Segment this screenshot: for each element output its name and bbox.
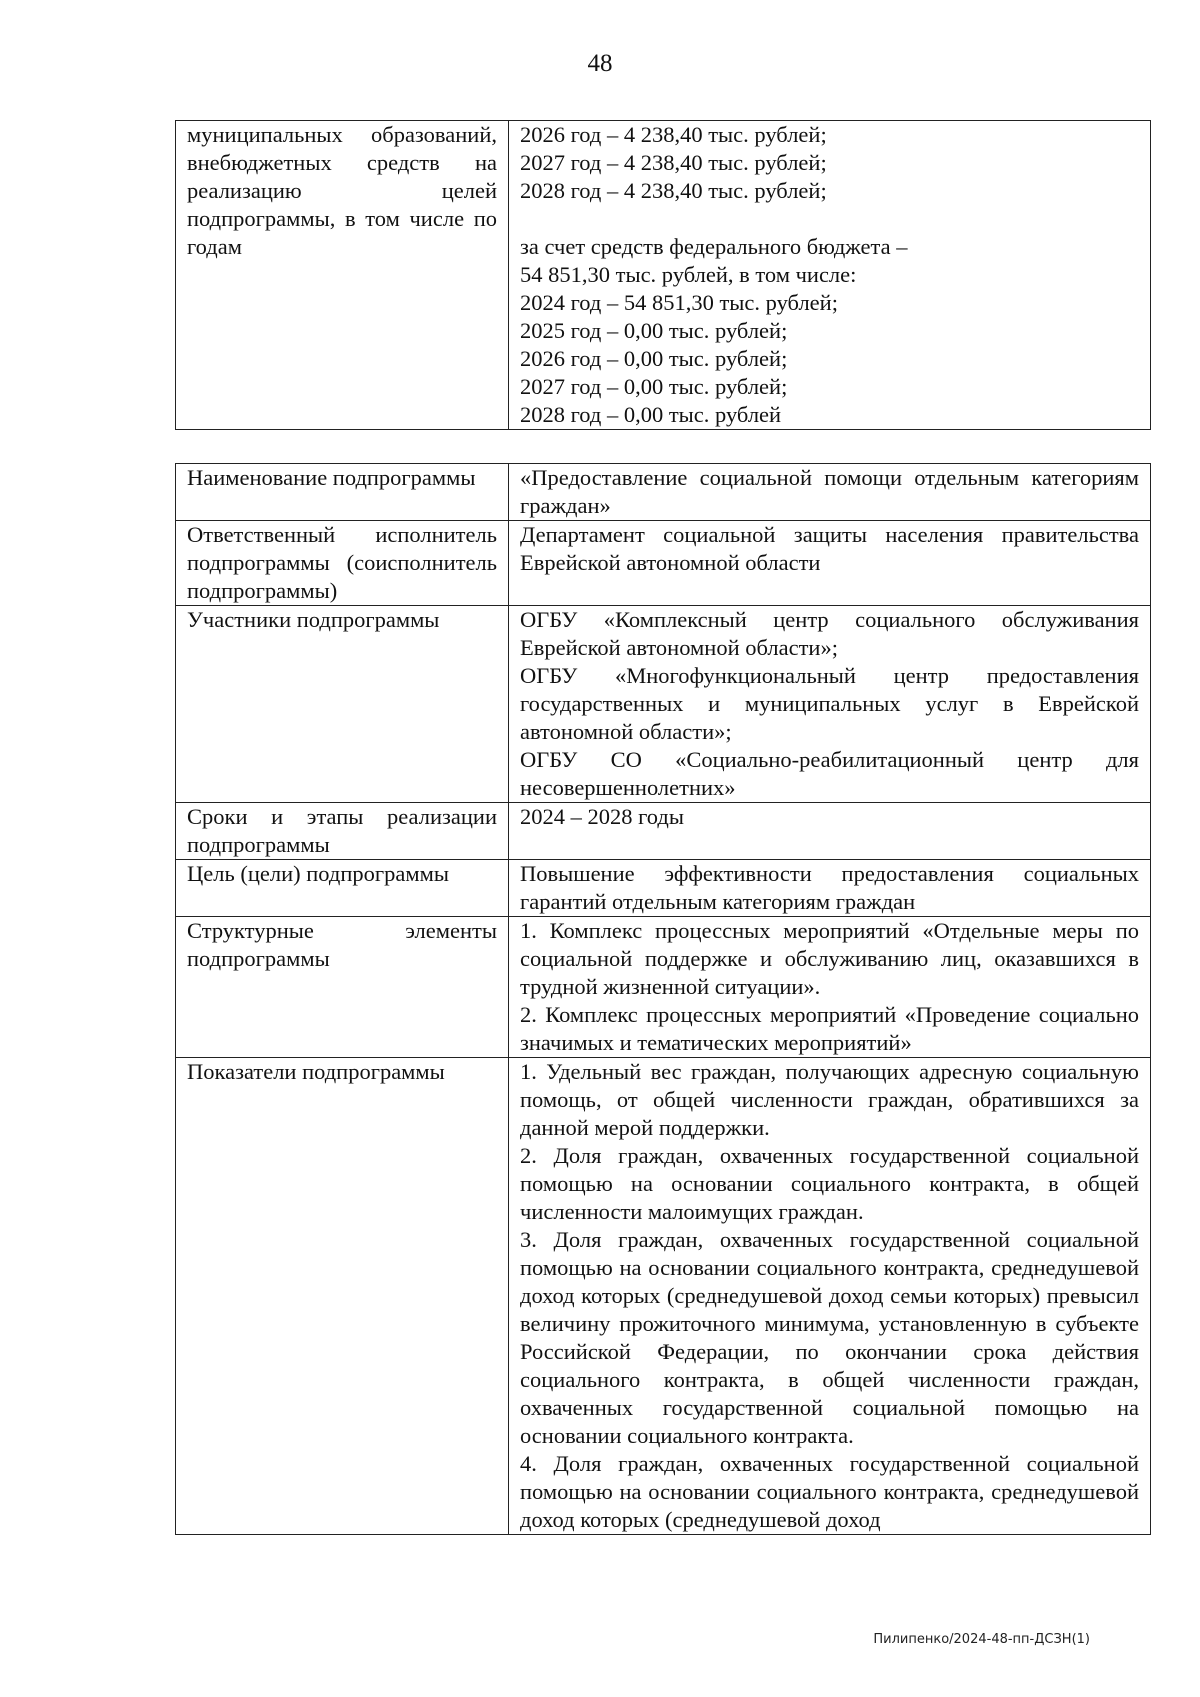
- table-row: [176, 1058, 1151, 1535]
- funding-table: [175, 120, 1151, 430]
- row-paragraph: 2. Доля граждан, охваченных государственной социальной помощью на основании социального контракта, в общей численности малоимущих граждан.: [520, 1143, 1139, 1224]
- row-paragraph: «Предоставление социальной помощи отдельным категориям граждан»: [520, 465, 1139, 518]
- spacer: [520, 205, 1139, 233]
- funding-line: 2024 год – 54 851,30 тыс. рублей;: [520, 290, 838, 315]
- row-value: [509, 606, 1151, 803]
- row-label: Сроки и этапы реализации подпрограммы: [176, 803, 509, 860]
- funding-line: 2027 год – 0,00 тыс. рублей;: [520, 374, 788, 399]
- page-number: 48: [587, 50, 613, 77]
- funding-label: муниципальных образований, внебюджетных средств на реализацию целей подпрограммы, в том числе по годам: [176, 121, 509, 430]
- row-label: Ответственный исполнитель подпрограммы (соисполнитель подпрограммы): [176, 521, 509, 606]
- funding-values: [509, 121, 1151, 430]
- table-row: [176, 121, 1151, 430]
- row-paragraph: 3. Доля граждан, охваченных государственной социальной помощью на основании социального контракта, среднедушевой доход которых (среднедушевой доход семьи которых) превысил величину прожиточного минимума, установленную в субъекте Российской Федерации, по окончании срока действия социального контракта, в общей численности граждан, охваченных государственной социальной помощью на основании социального контракта.: [520, 1227, 1139, 1448]
- table-row: [176, 606, 1151, 803]
- row-paragraph: ОГБУ «Многофункциональный центр предоставления государственных и муниципальных услуг в Еврейской автономной области»;: [520, 663, 1139, 744]
- table-row: [176, 521, 1151, 606]
- row-paragraph: 2. Комплекс процессных мероприятий «Проведение социально значимых и тематических мероприятий»: [520, 1002, 1139, 1055]
- row-label: Наименование подпрограммы: [176, 464, 509, 521]
- row-paragraph: 2024 – 2028 годы: [520, 804, 684, 829]
- row-label: Цель (цели) подпрограммы: [176, 860, 509, 917]
- subprogram-passport-table: [175, 463, 1151, 1535]
- row-label: Структурные элементы подпрограммы: [176, 917, 509, 1058]
- row-paragraph: 1. Удельный вес граждан, получающих адресную социальную помощь, от общей численности граждан, обратившихся за данной мерой поддержки.: [520, 1059, 1139, 1140]
- funding-line: 2028 год – 0,00 тыс. рублей: [520, 402, 782, 427]
- funding-line: за счет средств федерального бюджета –: [520, 234, 908, 259]
- funding-line: 2026 год – 4 238,40 тыс. рублей;: [520, 122, 827, 147]
- row-value: [509, 521, 1151, 606]
- funding-line: 2025 год – 0,00 тыс. рублей;: [520, 318, 788, 343]
- table-row: [176, 860, 1151, 917]
- row-value: [509, 464, 1151, 521]
- row-paragraph: 1. Комплекс процессных мероприятий «Отдельные меры по социальной поддержке и обслуживанию лиц, оказавшихся в трудной жизненной ситуации».: [520, 918, 1139, 999]
- row-value: [509, 860, 1151, 917]
- row-value: [509, 1058, 1151, 1535]
- row-paragraph: ОГБУ «Комплексный центр социального обслуживания Еврейской автономной области»;: [520, 607, 1139, 660]
- row-paragraph: 4. Доля граждан, охваченных государственной социальной помощью на основании социального контракта, среднедушевой доход которых (среднедушевой доход: [520, 1451, 1139, 1532]
- funding-line: 2026 год – 0,00 тыс. рублей;: [520, 346, 788, 371]
- funding-line: 2027 год – 4 238,40 тыс. рублей;: [520, 150, 827, 175]
- table-row: [176, 464, 1151, 521]
- row-value: [509, 917, 1151, 1058]
- funding-line: 2028 год – 4 238,40 тыс. рублей;: [520, 178, 827, 203]
- table-row: [176, 803, 1151, 860]
- funding-line: 54 851,30 тыс. рублей, в том числе:: [520, 262, 857, 287]
- row-value: [509, 803, 1151, 860]
- row-label: Участники подпрограммы: [176, 606, 509, 803]
- row-label: Показатели подпрограммы: [176, 1058, 509, 1535]
- row-paragraph: Повышение эффективности предоставления социальных гарантий отдельным категориям граждан: [520, 861, 1139, 914]
- document-reference: Пилипенко/2024-48-пп-ДСЗН(1): [873, 1632, 1090, 1647]
- row-paragraph: Департамент социальной защиты населения правительства Еврейской автономной области: [520, 522, 1139, 575]
- table-row: [176, 917, 1151, 1058]
- row-paragraph: ОГБУ СО «Социально-реабилитационный центр для несовершеннолетних»: [520, 747, 1139, 800]
